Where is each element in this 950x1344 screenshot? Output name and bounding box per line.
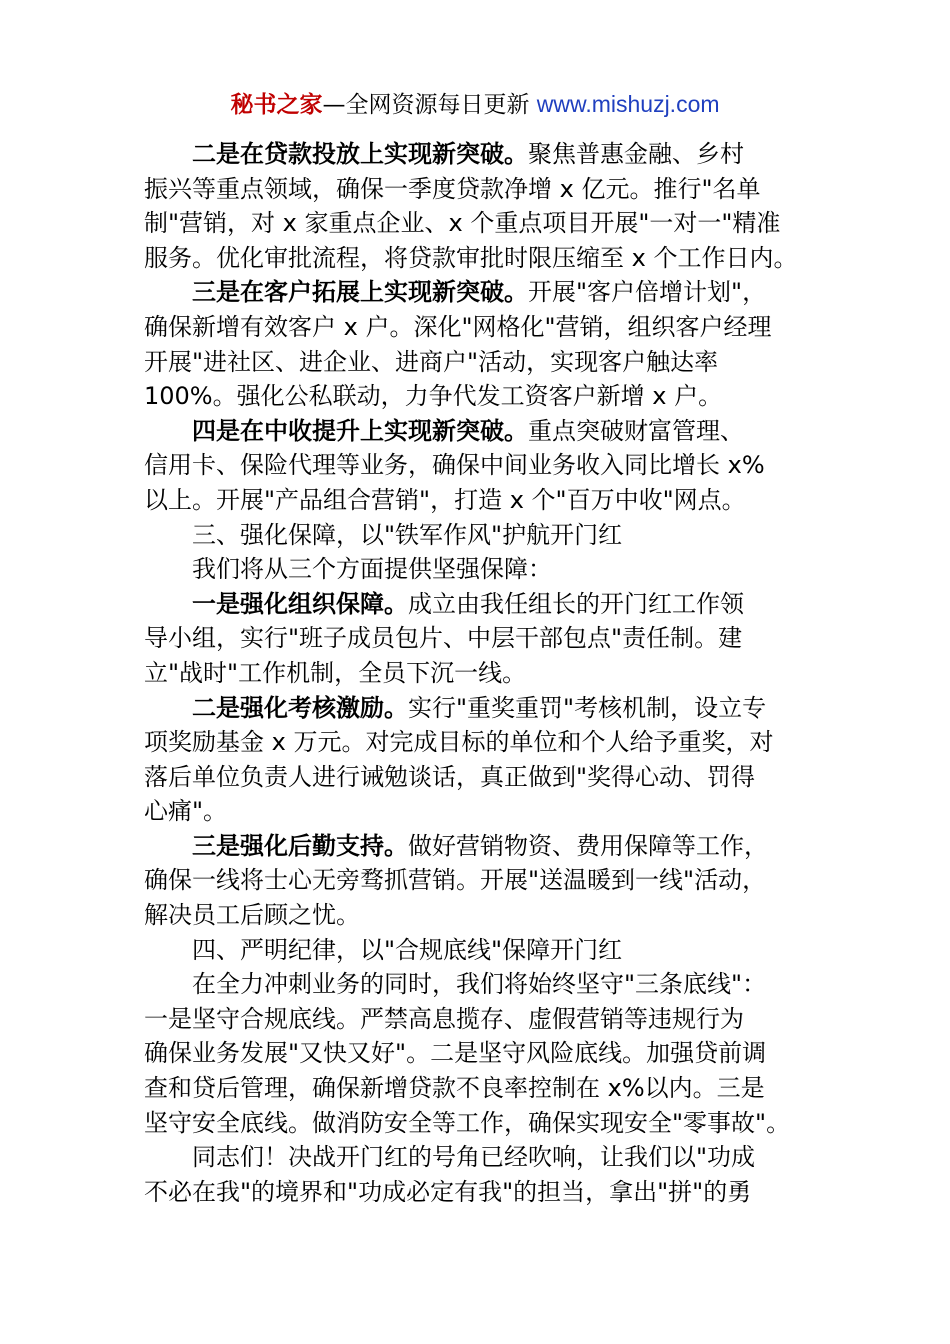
line-text: 解决员工后顾之忧。 bbox=[144, 901, 360, 930]
line-text: 在全力冲刺业务的同时，我们将始终坚守"三条底线"： bbox=[192, 970, 767, 999]
bold-lead: 三是强化后勤支持。 bbox=[192, 831, 408, 860]
line-text: 100%。强化公私联动，力争代发工资客户新增 x 户。 bbox=[144, 382, 723, 411]
line-text: 同志们！决战开门红的号角已经吹响，让我们以"功成 bbox=[192, 1143, 756, 1172]
bold-lead: 二是在贷款投放上实现新突破。 bbox=[192, 140, 528, 168]
text-line bbox=[144, 206, 824, 241]
line-text: 服务。优化审批流程，将贷款审批时限压缩至 x 个工作日内。 bbox=[144, 243, 798, 272]
line-text: 以上。开展"产品组合营销"，打造 x 个"百万中收"网点。 bbox=[144, 485, 746, 514]
text-line bbox=[144, 241, 824, 276]
text-line bbox=[144, 1002, 824, 1037]
bold-lead: 四是在中收提升上实现新突破。 bbox=[192, 416, 528, 445]
text-line bbox=[144, 172, 824, 207]
website-url[interactable]: www.mishuzj.com bbox=[536, 91, 720, 117]
text-line bbox=[144, 414, 824, 449]
line-text: 聚焦普惠金融、乡村 bbox=[528, 140, 744, 168]
text-line bbox=[144, 760, 824, 795]
line-text: 四、严明纪律，以"合规底线"保障开门红 bbox=[192, 935, 623, 964]
bold-lead: 一是强化组织保障。 bbox=[192, 589, 408, 618]
text-line bbox=[144, 275, 824, 310]
text-line bbox=[144, 1036, 824, 1071]
line-text: 重点突破财富管理、 bbox=[528, 416, 744, 445]
text-line bbox=[144, 863, 824, 898]
bold-lead: 三是在客户拓展上实现新突破。 bbox=[192, 278, 528, 307]
text-line bbox=[144, 345, 824, 380]
line-text: 制"营销，对 x 家重点企业、x 个重点项目开展"一对一"精准 bbox=[144, 209, 781, 238]
line-text: 不必在我"的境界和"功成必定有我"的担当，拿出"拼"的勇 bbox=[144, 1177, 752, 1206]
brand-name: 秘书之家 bbox=[230, 92, 323, 118]
line-text: 振兴等重点领域，确保一季度贷款净增 x 亿元。推行"名单 bbox=[144, 174, 761, 203]
line-text: 一是坚守合规底线。严禁高息揽存、虚假营销等违规行为 bbox=[144, 1004, 744, 1033]
text-line bbox=[144, 1071, 824, 1106]
text-line bbox=[144, 552, 824, 587]
text-line bbox=[144, 1140, 824, 1175]
text-line bbox=[144, 725, 824, 760]
text-line bbox=[144, 1175, 824, 1210]
line-text: 确保一线将士心无旁骛抓营销。开展"送温暖到一线"活动， bbox=[144, 866, 767, 895]
line-text: 导小组，实行"班子成员包片、中层干部包点"责任制。建 bbox=[144, 624, 743, 653]
line-text: 成立由我任组长的开门红工作领 bbox=[408, 589, 744, 618]
text-line bbox=[144, 1106, 824, 1141]
header-tagline: —全网资源每日更新 bbox=[322, 92, 537, 118]
text-line bbox=[144, 310, 824, 345]
text-line bbox=[144, 691, 824, 726]
line-text: 坚守安全底线。做消防安全等工作，确保实现安全"零事故"。 bbox=[144, 1108, 791, 1137]
text-line bbox=[144, 967, 824, 1002]
text-line bbox=[144, 379, 824, 414]
line-text: 落后单位负责人进行诫勉谈话，真正做到"奖得心动、罚得 bbox=[144, 762, 756, 791]
text-line bbox=[144, 933, 824, 968]
text-line bbox=[144, 518, 824, 553]
line-text: 三、强化保障，以"铁军作风"护航开门红 bbox=[192, 520, 623, 549]
document-body bbox=[144, 137, 824, 1209]
line-text: 心痛"。 bbox=[144, 797, 228, 826]
line-text: 信用卡、保险代理等业务，确保中间业务收入同比增长 x% bbox=[144, 451, 765, 480]
page-header bbox=[0, 86, 950, 123]
text-line bbox=[144, 829, 824, 864]
text-line bbox=[144, 448, 824, 483]
text-line bbox=[144, 621, 824, 656]
text-line bbox=[144, 794, 824, 829]
bold-lead: 二是强化考核激励。 bbox=[192, 693, 408, 722]
text-line bbox=[144, 137, 824, 172]
line-text: 确保业务发展"又快又好"。二是坚守风险底线。加强贷前调 bbox=[144, 1039, 767, 1068]
text-line bbox=[144, 483, 824, 518]
line-text: 立"战时"工作机制，全员下沉一线。 bbox=[144, 658, 527, 687]
line-text: 确保新增有效客户 x 户。深化"网格化"营销，组织客户经理 bbox=[144, 312, 772, 341]
text-line bbox=[144, 587, 824, 622]
line-text: 查和贷后管理，确保新增贷款不良率控制在 x%以内。三是 bbox=[144, 1074, 765, 1103]
line-text: 实行"重奖重罚"考核机制，设立专 bbox=[408, 693, 767, 722]
text-line bbox=[144, 656, 824, 691]
text-line bbox=[144, 898, 824, 933]
line-text: 做好营销物资、费用保障等工作， bbox=[408, 831, 768, 860]
line-text: 开展"进社区、进企业、进商户"活动，实现客户触达率 bbox=[144, 347, 719, 376]
line-text: 项奖励基金 x 万元。对完成目标的单位和个人给予重奖，对 bbox=[144, 728, 774, 757]
line-text: 我们将从三个方面提供坚强保障： bbox=[192, 555, 552, 584]
line-text: 开展"客户倍增计划"， bbox=[528, 278, 767, 307]
